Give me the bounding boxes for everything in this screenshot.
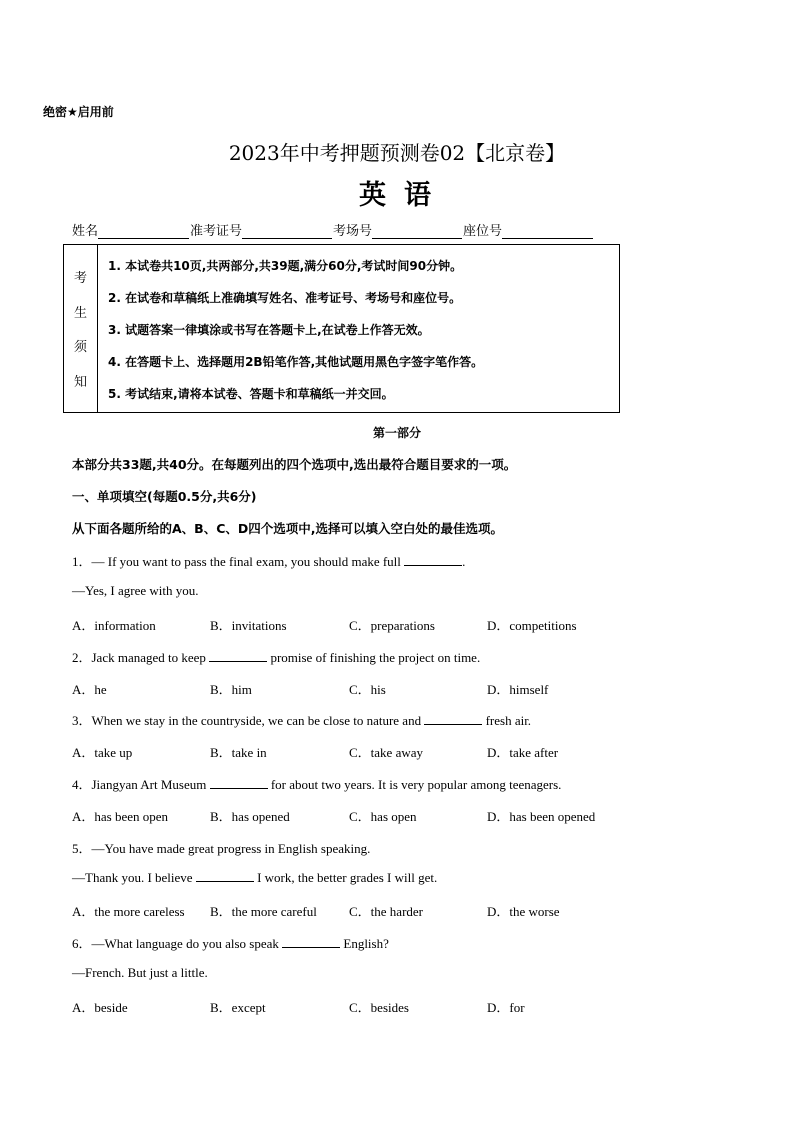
answer-blank	[210, 776, 268, 789]
option-a[interactable]: A．take up	[72, 745, 133, 760]
question-4: 4．Jiangyan Art Museum for about two years. It is very popular among teenagers.	[72, 777, 562, 792]
notice-item: 5. 考试结束,请将本试卷、答题卡和草稿纸一并交回。	[108, 387, 394, 401]
question-3: 3．When we stay in the countryside, we can be close to nature and fresh air.	[72, 713, 532, 728]
option-b[interactable]: B．take in	[210, 745, 267, 760]
option-c[interactable]: C．besides	[349, 1000, 409, 1015]
option-a[interactable]: A．beside	[72, 1000, 128, 1015]
name-field[interactable]: 姓名	[72, 220, 190, 239]
candidate-info-row	[72, 220, 594, 239]
part-title: 第一部分	[372, 426, 421, 440]
option-b[interactable]: B．invitations	[210, 618, 287, 633]
option-b[interactable]: B．has opened	[210, 809, 290, 824]
option-c[interactable]: C．the harder	[349, 904, 424, 919]
option-a[interactable]: A．has been open	[72, 809, 169, 824]
option-a[interactable]: A．information	[72, 618, 156, 633]
part-intro: 本部分共33题,共40分。在每题列出的四个选项中,选出最符合题目要求的一项。	[72, 457, 517, 472]
answer-blank	[404, 553, 462, 566]
seat-number-field[interactable]: 座位号	[463, 220, 594, 239]
exam-room-field[interactable]: 考场号	[333, 220, 463, 239]
candidate-notice-box	[63, 244, 620, 413]
confidential-label: 绝密★启用前	[43, 105, 114, 119]
question-5: 5．—You have made great progress in English speaking.	[72, 841, 371, 856]
option-d[interactable]: D．has been opened	[487, 809, 596, 824]
option-d[interactable]: D．himself	[487, 682, 549, 697]
question-5-reply: —Thank you. I believe I work, the better grades I will get.	[72, 870, 438, 885]
question-6-reply: —French. But just a little.	[72, 965, 208, 980]
section-title: 一、单项填空(每题0.5分,共6分)	[72, 489, 257, 504]
option-c[interactable]: C．has open	[349, 809, 417, 824]
notice-item: 1. 本试卷共10页,共两部分,共39题,满分60分,考试时间90分钟。	[108, 259, 463, 273]
option-b[interactable]: B．him	[210, 682, 252, 697]
question-1-reply: —Yes, I agree with you.	[72, 583, 199, 598]
answer-blank	[424, 712, 482, 725]
notice-item: 3. 试题答案一律填涂或书写在答题卡上,在试卷上作答无效。	[108, 323, 430, 337]
option-a[interactable]: A．he	[72, 682, 107, 697]
option-b[interactable]: B．the more careful	[210, 904, 317, 919]
answer-blank	[282, 935, 340, 948]
option-c[interactable]: C．preparations	[349, 618, 435, 633]
option-b[interactable]: B．except	[210, 1000, 266, 1015]
exam-number-field[interactable]: 准考证号	[190, 220, 333, 239]
subject-title: 英语	[359, 180, 449, 211]
answer-blank	[209, 649, 267, 662]
question-6: 6．—What language do you also speak English?	[72, 936, 389, 951]
notice-side-label: 考 生 须 知	[64, 245, 98, 412]
option-d[interactable]: D．the worse	[487, 904, 560, 919]
option-c[interactable]: C．his	[349, 682, 386, 697]
notice-list	[98, 245, 619, 412]
section-instruction: 从下面各题所给的A、B、C、D四个选项中,选择可以填入空白处的最佳选项。	[72, 521, 504, 536]
option-d[interactable]: D．take after	[487, 745, 559, 760]
option-a[interactable]: A．the more careless	[72, 904, 185, 919]
answer-blank	[196, 869, 254, 882]
option-d[interactable]: D．competitions	[487, 618, 577, 633]
notice-item: 4. 在答题卡上、选择题用2B铅笔作答,其他试题用黑色字签字笔作答。	[108, 355, 484, 369]
question-1: 1．— If you want to pass the final exam, you should make full .	[72, 554, 466, 569]
exam-title: 2023年中考押题预测卷02【北京卷】	[228, 141, 566, 165]
notice-item: 2. 在试卷和草稿纸上准确填写姓名、准考证号、考场号和座位号。	[108, 291, 462, 305]
option-c[interactable]: C．take away	[349, 745, 424, 760]
question-2: 2．Jack managed to keep promise of finishing the project on time.	[72, 650, 481, 665]
option-d[interactable]: D．for	[487, 1000, 525, 1015]
